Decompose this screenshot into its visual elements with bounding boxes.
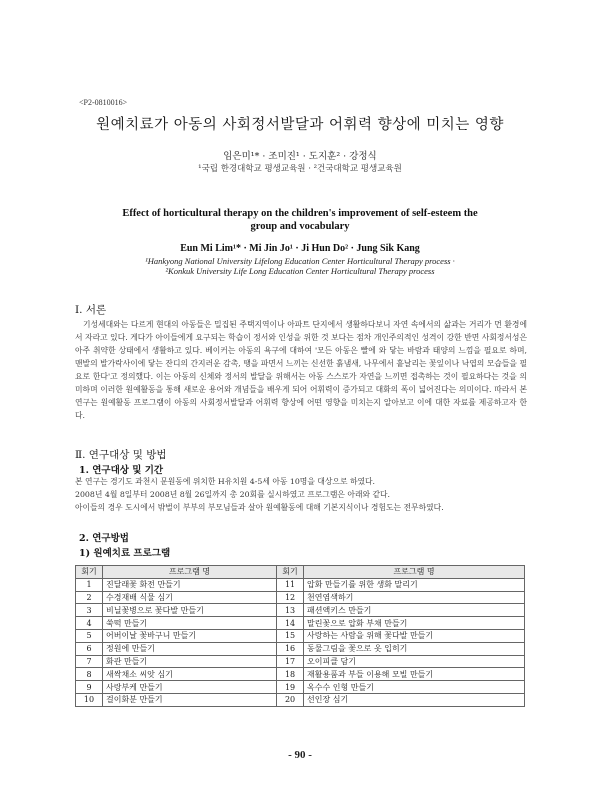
program-name-cell: 패션액키스 만들기 — [304, 604, 525, 617]
program-name-cell: 압화 만들기를 위한 생화 말리기 — [304, 578, 525, 591]
table-row — [76, 668, 525, 681]
page-number: - 90 - — [288, 749, 312, 761]
table-row — [76, 629, 525, 642]
korean-title: 원예치료가 아동의 사회정서발달과 어휘력 향상에 미치는 영향 — [96, 117, 504, 133]
intro-paragraph: 기성세대와는 다르게 현대의 아동들은 밀집된 주택지역이나 아파트 단지에서 생활하다보니 자연 속에서의 삶과는 거리가 먼 환경에서 자라고 있다. 게다가 아이들에게 요구되는 학습이 정서와 인성을 위한 것 보다는 점차 개인주의적인 성격이 강한 반면 사회정서성은 아주 취약한 상태에서 생활하고 있다. 베이커는 아동의 욕구에 대하여 '모든 아동은 빨에 와 닿는 바람과 태양의 느낌을 필요로 하며, 맨발의 발가락사이에 닿는 잔디의 간지러운 감촉, 땡을 파면서 느끼는 신선한 흙냄새, 나무에서 흩날리는 꽃잎이나 낙엽의 모습들을 필요로 한다'고 정의했다. 이는 아동의 신체와 정서의 발달을 위해서는 아동 스스로가 자연을 느끼면 접촉하는 것이 필요하다는 것을 의미하며 이러한 원예활동을 통해 새로운 용어와 개념들을 배우게 되어 어휘력이 증가되고 대화의 폭이 넓어진다는 의미이다. 따라서 본 연구는 원예활동 프로그램이 아동의 사회정서발달과 어휘력 향상에 어떤 영향을 미치는지 알아보고 이에 대한 자료를 제공하고자 한다. — [75, 320, 527, 420]
session-number-cell: 10 — [76, 693, 103, 706]
program-name-cell: 정원에 만들기 — [103, 642, 277, 655]
session-number-cell: 15 — [277, 629, 304, 642]
session-number-cell: 14 — [277, 617, 304, 630]
table-body — [76, 578, 525, 706]
program-name-cell: 어버이날 꽃바구니 만들기 — [103, 629, 277, 642]
program-name-cell: 선인장 심기 — [304, 693, 525, 706]
program-name-cell: 옥수수 인형 만들기 — [304, 681, 525, 694]
program-name-cell: 천연염색하기 — [304, 591, 525, 604]
subjects-line-2: 2008년 4월 8일부터 2008년 8월 26일까지 총 20회를 실시하였고 프로그램은 아래와 같다. — [75, 490, 391, 499]
session-number-cell: 19 — [277, 681, 304, 694]
table-row — [76, 578, 525, 591]
session-number-cell: 11 — [277, 578, 304, 591]
session-number-cell: 4 — [76, 617, 103, 630]
session-number-cell: 17 — [277, 655, 304, 668]
program-name-cell: 동물그림을 꽃으로 옷 입히기 — [304, 642, 525, 655]
session-number-cell: 6 — [76, 642, 103, 655]
program-table — [75, 565, 525, 707]
program-name-cell: 비닐꽃병으로 꽃다발 만들기 — [103, 604, 277, 617]
session-number-cell: 3 — [76, 604, 103, 617]
program-name-cell: 새싹채소 씨앗 심기 — [103, 668, 277, 681]
table-header-program-2: 프로그램 명 — [304, 566, 525, 579]
table-row — [76, 604, 525, 617]
session-number-cell: 2 — [76, 591, 103, 604]
program-name-cell: 진달래꽃 화전 만들기 — [103, 578, 277, 591]
table-row — [76, 693, 525, 706]
session-number-cell: 13 — [277, 604, 304, 617]
table-header-program-1: 프로그램 명 — [103, 566, 277, 579]
section-heading-methods: Ⅱ. 연구대상 및 방법 — [75, 449, 167, 461]
subsection-method: 2. 연구방법 — [79, 533, 129, 544]
english-authors: Eun Mi Lim¹* · Mi Jin Jo¹ · Ji Hun Do² · Jung Sik Kang — [180, 243, 420, 254]
session-number-cell: 8 — [76, 668, 103, 681]
program-name-cell: 걸이화분 만들기 — [103, 693, 277, 706]
korean-affiliations: ¹국립 한경대학교 평생교육원 · ²건국대학교 평생교육원 — [198, 164, 402, 174]
session-number-cell: 1 — [76, 578, 103, 591]
table-row — [76, 681, 525, 694]
program-name-cell: 오이피클 담기 — [304, 655, 525, 668]
session-number-cell: 7 — [76, 655, 103, 668]
session-number-cell: 5 — [76, 629, 103, 642]
session-number-cell: 16 — [277, 642, 304, 655]
session-number-cell: 9 — [76, 681, 103, 694]
program-name-cell: 재활용품과 부들 이용해 모빌 만들기 — [304, 668, 525, 681]
subjects-line-3: 아이들의 경우 도시에서 밖벌이 부부의 부모님들과 살아 원예활동에 대해 기본지식이나 경험도는 전무하였다. — [75, 503, 444, 512]
paper-code: <P2-0810016> — [79, 98, 128, 107]
subsection-subjects: 1. 연구대상 및 기간 — [79, 465, 164, 476]
session-number-cell: 18 — [277, 668, 304, 681]
subjects-line-1: 본 연구는 경기도 과천시 문원동에 위치한 H유치원 4-5세 아동 10명을 대상으로 하였다. — [75, 477, 376, 486]
session-number-cell: 20 — [277, 693, 304, 706]
program-name-cell: 말린꽃으로 압화 부채 만들기 — [304, 617, 525, 630]
table-row — [76, 591, 525, 604]
table-header-row — [76, 566, 525, 579]
program-name-cell: 쑥떡 만들기 — [103, 617, 277, 630]
program-name-cell: 화관 만들기 — [103, 655, 277, 668]
korean-authors: 임은미¹* · 조미진¹ · 도지훈² · 강정식 — [223, 151, 377, 162]
session-number-cell: 12 — [277, 591, 304, 604]
english-affiliation-2: ²Konkuk University Life Long Education Center Horticultural Therapy process — [165, 265, 435, 276]
english-title: Effect of horticultural therapy on the children's improvement of self-esteem the group and vocabulary — [122, 208, 478, 232]
program-name-cell: 수경재배 식물 심기 — [103, 591, 277, 604]
subsection-program: 1) 원예치료 프로그램 — [79, 548, 171, 559]
section-heading-intro: Ⅰ. 서론 — [75, 304, 107, 316]
table-row — [76, 642, 525, 655]
table-header-session-2: 회기 — [277, 566, 304, 579]
table-row — [76, 617, 525, 630]
english-affiliations — [0, 257, 600, 276]
english-affiliation-1: ¹Hankyong National University Lifelong Education Center Horticultural Therapy process · — [145, 256, 455, 266]
table-row — [76, 655, 525, 668]
table-header-session-1: 회기 — [76, 566, 103, 579]
program-name-cell: 사랑부케 만들기 — [103, 681, 277, 694]
program-name-cell: 사랑하는 사람을 위해 꽃다발 만들기 — [304, 629, 525, 642]
